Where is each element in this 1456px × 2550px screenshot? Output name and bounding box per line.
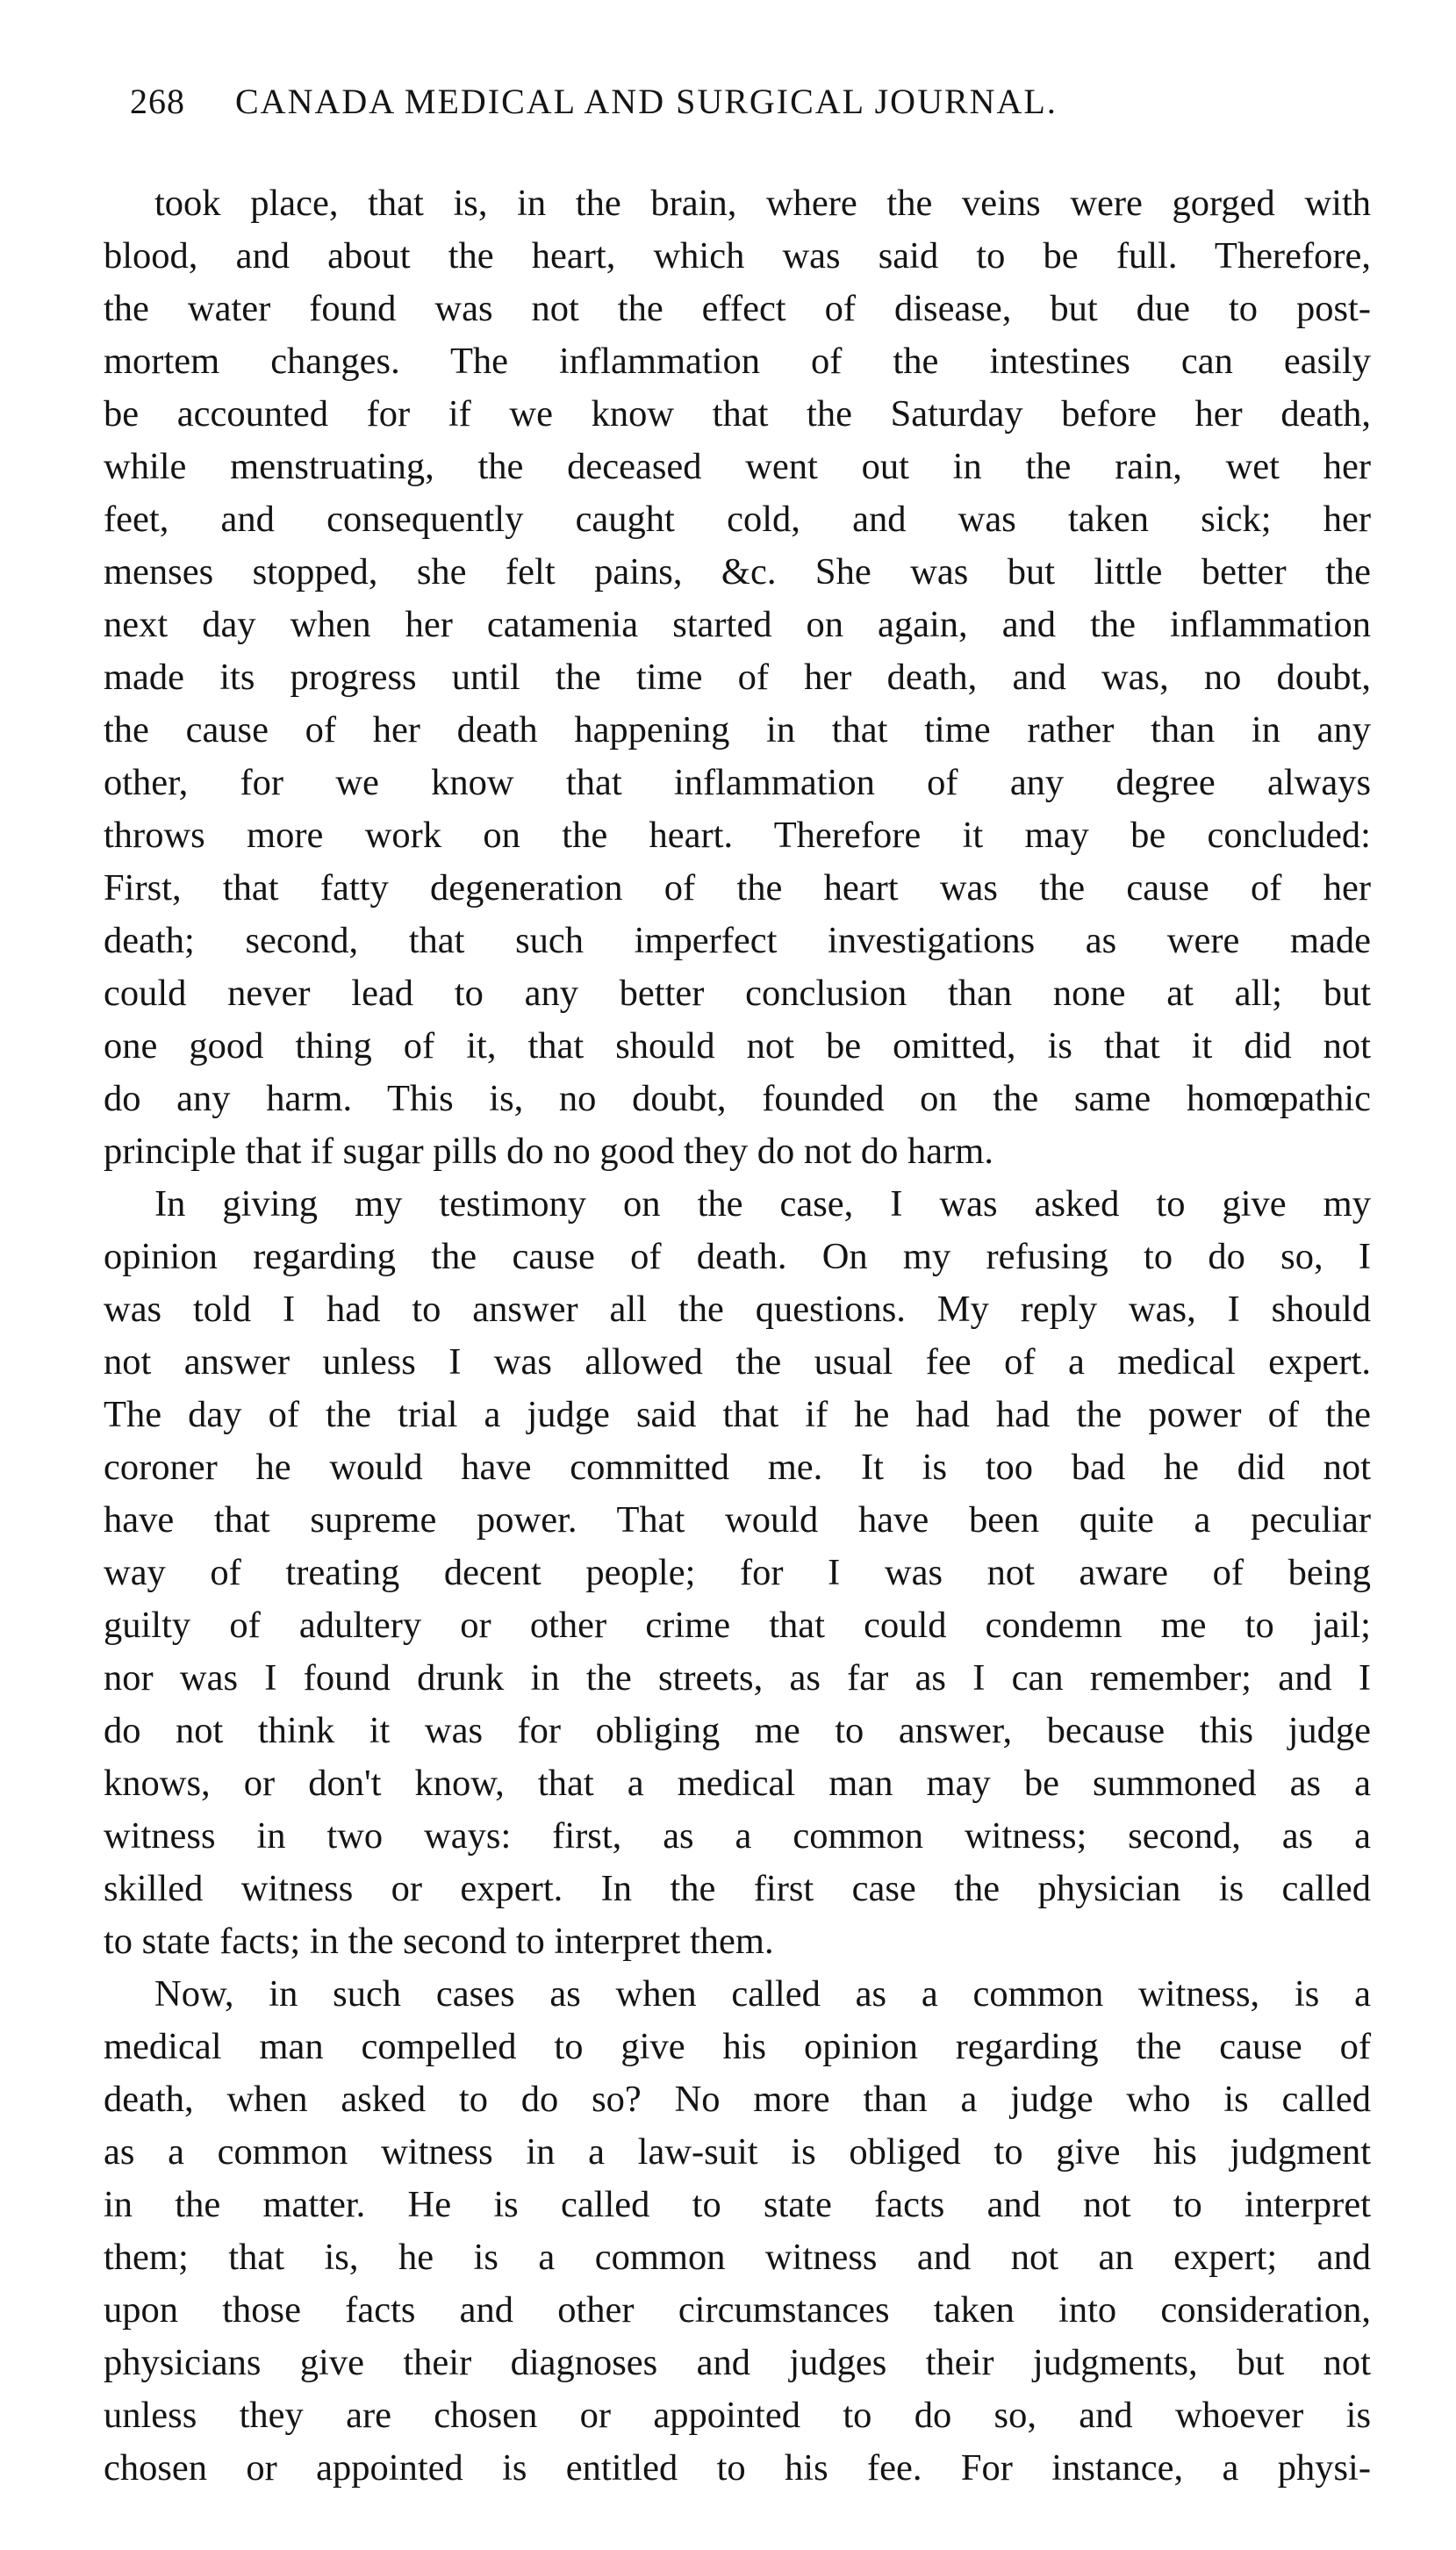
text-line: mortem changes. The inflammation of the intestines can easily <box>104 341 1371 382</box>
text-line: upon those facts and other circumstances taken into consideration, <box>104 2289 1371 2331</box>
text-line: physicians give their diagnoses and judges their judgments, but not <box>104 2342 1371 2383</box>
text-line: In giving my testimony on the case, I was asked to give my <box>154 1183 1371 1225</box>
text-line: The day of the trial a judge said that if he had had the power of the <box>104 1394 1371 1435</box>
text-line: to state facts; in the second to interpret them. <box>104 1921 774 1962</box>
text-line: menses stopped, she felt pains, &c. She was but little better the <box>104 551 1371 593</box>
text-line: unless they are chosen or appointed to do so, and whoever is <box>104 2395 1371 2436</box>
text-line: death, when asked to do so? No more than a judge who is called <box>104 2079 1371 2120</box>
text-line: skilled witness or expert. In the first case the physician is called <box>104 1868 1371 1909</box>
text-line: nor was I found drunk in the streets, as far as I can remember; and I <box>104 1657 1371 1699</box>
text-line: next day when her catamenia started on again, and the inflammation <box>104 604 1371 645</box>
text-line: Now, in such cases as when called as a common witness, is a <box>154 1973 1371 2015</box>
text-line: feet, and consequently caught cold, and was taken sick; her <box>104 499 1371 540</box>
text-line: witness in two ways: first, as a common witness; second, as a <box>104 1815 1371 1857</box>
text-line: as a common witness in a law-suit is obliged to give his judgment <box>104 2131 1371 2173</box>
text-line: could never lead to any better conclusion than none at all; but <box>104 973 1371 1014</box>
text-line: guilty of adultery or other crime that could condemn me to jail; <box>104 1605 1371 1646</box>
text-line: the water found was not the effect of disease, but due to post- <box>104 288 1371 329</box>
journal-title: CANADA MEDICAL AND SURGICAL JOURNAL. <box>235 82 1058 121</box>
page-number: 268 <box>130 82 185 121</box>
text-line: death; second, that such imperfect investigations as were made <box>104 920 1371 961</box>
text-line: them; that is, he is a common witness and not an expert; and <box>104 2237 1371 2278</box>
text-line: one good thing of it, that should not be omitted, is that it did not <box>104 1025 1371 1067</box>
text-line: throws more work on the heart. Therefore it may be concluded: <box>104 815 1371 856</box>
text-line: was told I had to answer all the questions. My reply was, I should <box>104 1289 1371 1330</box>
text-line: in the matter. He is called to state facts and not to interpret <box>104 2184 1371 2225</box>
text-line: knows, or don't know, that a medical man may be summoned as a <box>104 1763 1371 1804</box>
text-line: be accounted for if we know that the Saturday before her death, <box>104 393 1371 435</box>
text-line: coroner he would have committed me. It is too bad he did not <box>104 1447 1371 1488</box>
text-line: medical man compelled to give his opinion regarding the cause of <box>104 2026 1371 2067</box>
text-line: took place, that is, in the brain, where the veins were gorged with <box>154 183 1371 224</box>
text-line: do not think it was for obliging me to answer, because this judge <box>104 1710 1371 1751</box>
text-line: made its progress until the time of her death, and was, no doubt, <box>104 657 1371 698</box>
text-line: have that supreme power. That would have been quite a peculiar <box>104 1499 1371 1541</box>
text-line: other, for we know that inflammation of any degree always <box>104 762 1371 803</box>
text-line: way of treating decent people; for I was not aware of being <box>104 1552 1371 1593</box>
text-line: do any harm. This is, no doubt, founded on the same homœpathic <box>104 1078 1371 1119</box>
text-line: principle that if sugar pills do no good they do not do harm. <box>104 1131 993 1172</box>
text-line: opinion regarding the cause of death. On my refusing to do so, I <box>104 1236 1371 1277</box>
text-line: the cause of her death happening in that time rather than in any <box>104 709 1371 751</box>
text-line: while menstruating, the deceased went out in the rain, wet her <box>104 446 1371 487</box>
running-head <box>130 81 1236 133</box>
text-line: blood, and about the heart, which was said to be full. Therefore, <box>104 235 1371 277</box>
text-line: chosen or appointed is entitled to his fee. For instance, a physi- <box>104 2447 1371 2489</box>
body-text <box>104 177 1371 2495</box>
text-line: not answer unless I was allowed the usual fee of a medical expert. <box>104 1341 1371 1383</box>
text-line: First, that fatty degeneration of the heart was the cause of her <box>104 867 1371 909</box>
